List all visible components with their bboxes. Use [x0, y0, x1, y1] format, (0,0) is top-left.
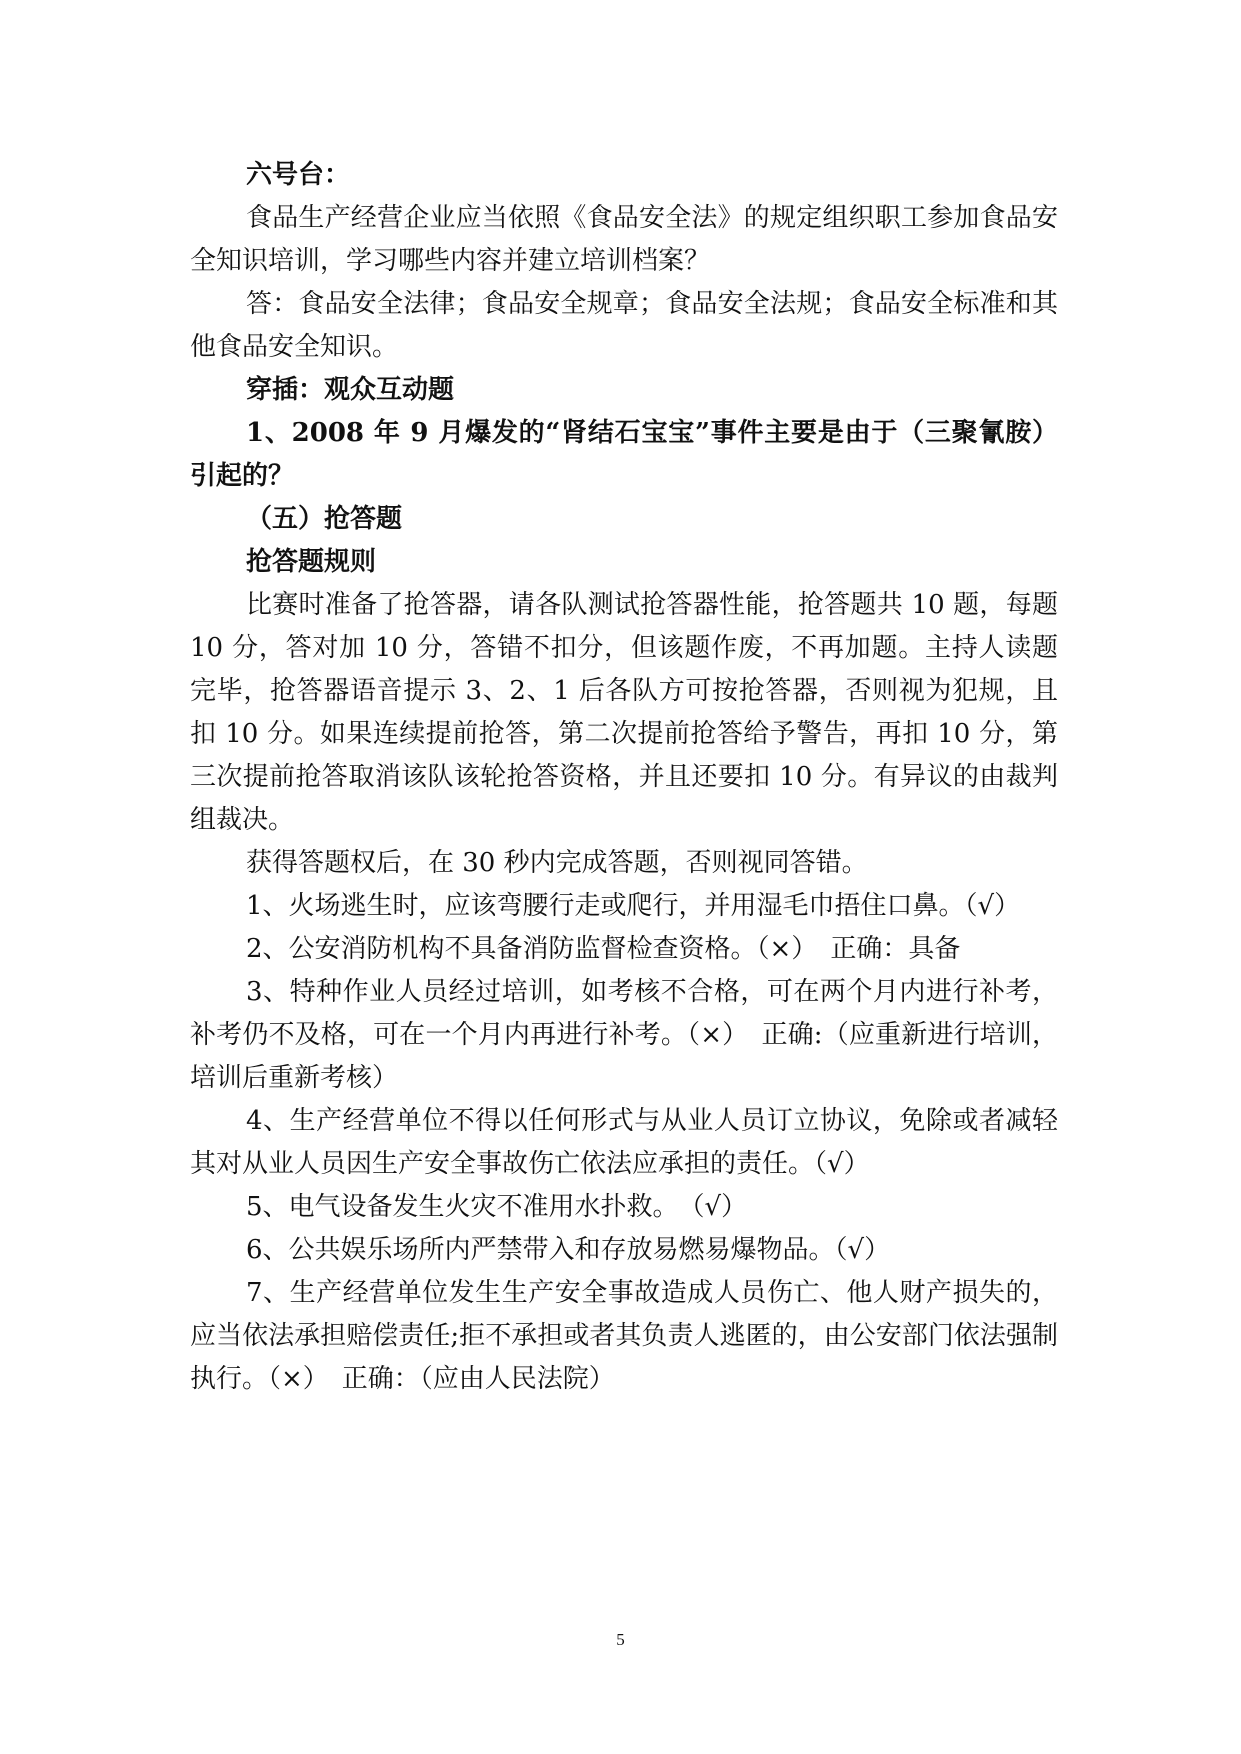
quiz-item: 6、公共娱乐场所内严禁带入和存放易燃易爆物品。（√） — [246, 1235, 891, 1265]
heading-stage-six: 六号台： — [246, 160, 351, 190]
quiz-item: 4、生产经营单位不得以任何形式与从业人员订立协议，免除或者减轻其对从业人员因生产安全事故伤亡依法应承担的责任。（√） — [190, 1106, 1058, 1179]
page-body — [190, 154, 1058, 1401]
rules-time-limit: 获得答题权后，在 30 秒内完成答题，否则视同答错。 — [246, 848, 868, 878]
quiz-item: 1、火场逃生时，应该弯腰行走或爬行，并用湿毛巾捂住口鼻。（√） — [246, 891, 1021, 921]
quiz-item: 7、生产经营单位发生生产安全事故造成人员伤亡、他人财产损失的，应当依法承担赔偿责任;拒不承担或者其负责人逃匿的，由公安部门依法强制执行。（×） 正确：（应由人民法院） — [190, 1278, 1058, 1394]
answer-six: 答：食品安全法律；食品安全规章；食品安全法规；食品安全标准和其他食品安全知识。 — [190, 289, 1058, 362]
quiz-item: 2、公安消防机构不具备消防监督检查资格。（×） 正确：具备 — [246, 934, 961, 964]
rules-paragraph: 比赛时准备了抢答器，请各队测试抢答器性能，抢答题共 10 题，每题 10 分，答对加 10 分，答错不扣分，但该题作废，不再加题。主持人读题完毕，抢答器语音提示 3、2、1 后各队方可按抢答器，否则视为犯规，且扣 10 分。如果连续提前抢答，第二次提前抢答给予警告，再扣 10 分，第三次提前抢答取消该队该轮抢答资格，并且还要扣 10 分。有异议的由裁判组裁决。 — [190, 590, 1058, 835]
interlude-question: 1、2008 年 9 月爆发的“肾结石宝宝”事件主要是由于（三聚氰胺）引起的？ — [190, 418, 1058, 491]
quiz-item: 5、电气设备发生火灾不准用水扑救。 （√） — [246, 1192, 748, 1222]
heading-quick-answer-rules: 抢答题规则 — [246, 547, 377, 577]
question-six: 食品生产经营企业应当依照《食品安全法》的规定组织职工参加食品安全知识培训，学习哪些内容并建立培训档案？ — [190, 203, 1058, 276]
quiz-item: 3、特种作业人员经过培训，如考核不合格，可在两个月内进行补考，补考仍不及格，可在一个月内再进行补考。（×） 正确:（应重新进行培训，培训后重新考核） — [190, 977, 1058, 1093]
heading-quick-answer: （五）抢答题 — [246, 504, 403, 534]
page-number: 5 — [616, 1630, 625, 1649]
heading-audience-interaction: 穿插：观众互动题 — [246, 375, 455, 405]
